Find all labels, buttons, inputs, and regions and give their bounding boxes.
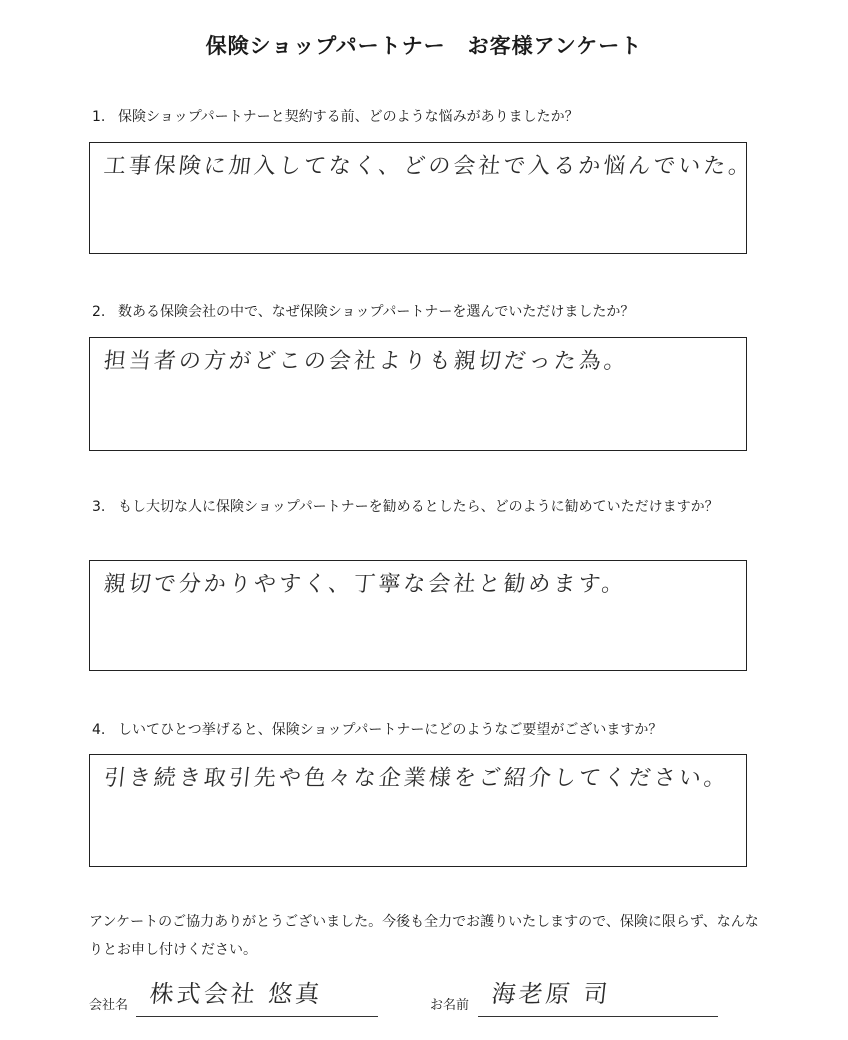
question-number: 4. [92, 722, 106, 738]
question-text: しいてひとつ挙げると、保険ショップパートナーにどのようなご要望がございますか？ [118, 722, 663, 738]
question-4 [92, 717, 752, 743]
question-number: 1. [92, 109, 106, 125]
question-text: 保険ショップパートナーと契約する前、どのような悩みがありましたか？ [118, 109, 579, 125]
handwritten-answer: 工事保険に加入してなく、どの会社で入るか悩んでいた。 [102, 154, 755, 179]
answer-box-3 [89, 560, 747, 671]
question-1 [92, 104, 752, 130]
closing-message: アンケートのご協力ありがとうございました。今後も全力でお護りいたしますので、保険に限らず、なんなりとお申し付けください。 [89, 914, 759, 958]
answer-box-4 [89, 754, 747, 867]
survey-title: 保険ショップパートナー お客様アンケート [205, 34, 643, 58]
handwritten-answer: 親切で分かりやすく、丁寧な会社と勧めます。 [102, 572, 628, 597]
company-underline [136, 1016, 378, 1017]
question-text: 数ある保険会社の中で、なぜ保険ショップパートナーを選んでいただけましたか？ [118, 304, 635, 320]
question-number: 2. [92, 304, 106, 320]
question-text: もし大切な人に保険ショップパートナーを勧めるとしたら、どのように勧めていただけますか？ [118, 499, 719, 515]
handwritten-answer: 担当者の方がどこの会社よりも親切だった為。 [102, 349, 631, 374]
question-number: 3. [92, 499, 106, 515]
name-underline [478, 1016, 718, 1017]
question-3 [92, 494, 752, 520]
company-label: 会社名 [89, 998, 129, 1013]
question-2 [92, 299, 752, 325]
answer-box-1 [89, 142, 755, 254]
company-name-handwritten: 株式会社 悠真 [148, 980, 324, 1008]
name-label: お名前 [430, 998, 470, 1013]
customer-name-handwritten: 海老原 司 [490, 980, 612, 1008]
handwritten-answer: 引き続き取引先や色々な企業様をご紹介してください。 [102, 766, 731, 791]
answer-box-2 [89, 337, 747, 451]
